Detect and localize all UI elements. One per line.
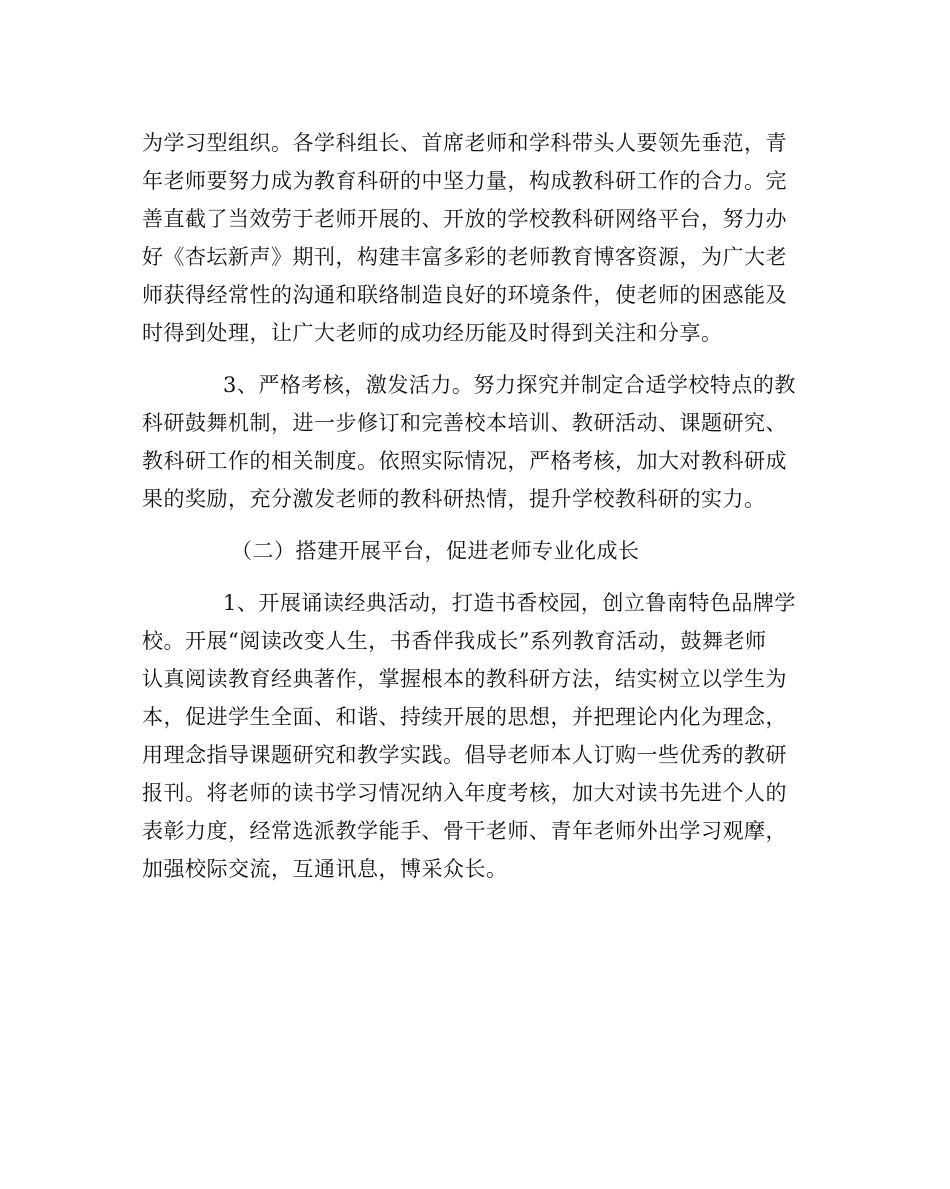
- text-line: 本，促进学生全面、和谐、持续开展的思想，并把理论内化为理念，: [142, 705, 787, 729]
- text-line: 3、严格考核，激发活力。努力探究并制定合适学校特点的教: [223, 373, 796, 397]
- text-line: 校。开展“阅读改变人生，书香伴我成长”系列教育活动，鼓舞老师: [142, 629, 767, 653]
- text-line: 报刊。将老师的读书学习情况纳入年度考核，加大对读书先进个人的: [142, 781, 787, 805]
- text-line: 科研鼓舞机制，进一步修订和完善校本培训、教研活动、课题研究、: [142, 411, 787, 435]
- section-heading: （二）搭建开展平台，促进老师专业化成长: [231, 539, 640, 563]
- text-line: 教科研工作的相关制度。依照实际情况，严格考核，加大对教科研成: [142, 449, 787, 473]
- text-line: 果的奖励，充分激发老师的教科研热情，提升学校教科研的实力。: [142, 487, 766, 511]
- text-line: 师获得经常性的沟通和联络制造良好的环境条件，使老师的困惑能及: [142, 283, 787, 307]
- paragraph-classic-reading: [142, 584, 812, 888]
- text-line: 用理念指导课题研究和教学实践。倡导老师本人订购一些优秀的教研: [142, 743, 787, 767]
- text-line: 时得到处理，让广大老师的成功经历能及时得到关注和分享。: [142, 321, 723, 345]
- paragraph-strict-assessment: [142, 366, 812, 518]
- text-line: 表彰力度，经常选派教学能手、骨干老师、青年老师外出学习观摩，: [142, 819, 787, 843]
- text-line: 认真阅读教育经典著作，掌握根本的教科研方法，结实树立以学生为: [142, 667, 787, 691]
- text-line: 加强校际交流，互通讯息，博采众长。: [142, 857, 508, 881]
- text-line: 为学习型组织。各学科组长、首席老师和学科带头人要领先垂范，青: [142, 131, 787, 155]
- text-line: 年老师要努力成为教育科研的中坚力量，构成教科研工作的合力。完: [142, 169, 787, 193]
- paragraph-organization: [142, 124, 812, 352]
- text-line: 善直截了当效劳于老师开展的、开放的学校教科研网络平台，努力办: [142, 207, 787, 231]
- document-body: [142, 124, 812, 888]
- text-line: 好《杏坛新声》期刊，构建丰富多彩的老师教育博客资源，为广大老: [142, 245, 787, 269]
- text-line: 1、开展诵读经典活动，打造书香校园，创立鲁南特色品牌学: [223, 591, 796, 615]
